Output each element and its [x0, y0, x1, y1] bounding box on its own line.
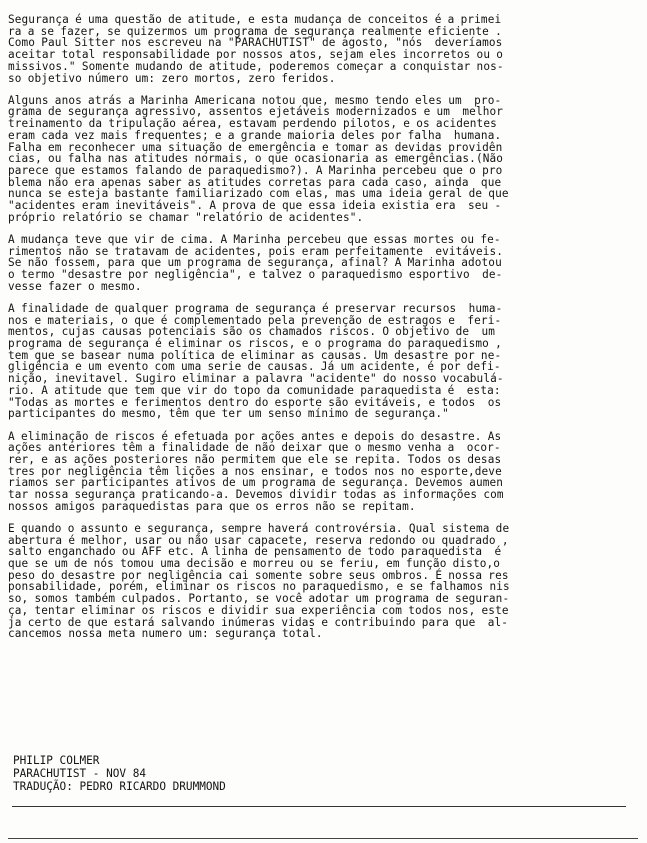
text-line: tar nossa segurança praticando-a. Devemos dividir todas as informações com — [8, 488, 504, 502]
signature-block — [13, 754, 226, 794]
text-line: salto enganchado ou AFF etc. A linha de pensamento de todo paraquedista é — [8, 545, 502, 559]
paragraph — [8, 14, 636, 84]
text-line: peso do desastre por negligência cai somente sobre seus ombros. É nossa res — [8, 568, 509, 582]
text-line: treinamento da tripulação aérea, estavam perdendo pilotos, e os acidentes — [8, 117, 497, 131]
text-line: rio. A atitude que tem que vir do topo da comunidade paraquedista é esta: — [8, 383, 501, 397]
text-line: ponsabilidade, porém, eliminar os riscos no paraquedismo, e se falhamos nis — [8, 580, 510, 594]
text-line: "Todas as mortes e ferimentos dentro do esporte são evitáveis, e todos os — [8, 395, 502, 409]
text-line: programa de segurança é eliminar os riscos, e o programa do paraquedismo , — [8, 337, 502, 351]
text-line: mentos, cujas causas potenciais são os chamados riscos. O objetivo de um — [8, 325, 496, 339]
text-line: ja certo de que estará salvando inúmeras vidas e contribuindo para que al- — [8, 615, 509, 629]
text-line: nossos amigos paraquedistas para que os erros não se repitam. — [8, 499, 416, 513]
author-name: PHILIP COLMER — [13, 754, 100, 767]
text-line: ra a se fazer, se quizermos um programa de segurança realmente eficiente . — [8, 24, 502, 38]
text-line: tres por negligência têm lições a nos ensinar, e todos nos no esporte,deve — [8, 464, 502, 478]
text-line: que se um de nós tomou uma decisão e morreu ou se feriu, em função disto,o — [8, 557, 501, 571]
text-line: nunca se esteja bastante familiarizado com elas, mas uma ideia geral de que — [8, 187, 509, 201]
text-line: A finalidade de qualquer programa de segurança é preservar recursos huma- — [8, 301, 503, 315]
text-line: participantes do mesmo, têm que ter um senso mínimo de segurança." — [8, 407, 449, 421]
text-line: cancemos nossa meta numero um: segurança total. — [8, 627, 323, 641]
text-line: parece que estamos falando de paraquedismo?). A Marinha percebeu que o pro — [8, 163, 503, 177]
text-line: Como Paul Sitter nos escreveu na "PARACHUTIST" de agosto, "nós deveríamos — [8, 36, 503, 50]
source-citation: PARACHUTIST - NOV 84 — [13, 767, 147, 781]
text-line: gligência e um evento com uma serie de causas. Já um acidente, é por defi- — [8, 360, 501, 374]
text-line: Falha em reconhecer uma situação de emergência e tomar as devidas providên — [8, 140, 503, 154]
text-line: o termo "desastre por negligência", e talvez o paraquedismo esportivo de- — [8, 268, 503, 282]
text-line: tem que se basear numa política de eliminar as causas. Um desastre por ne- — [8, 348, 502, 362]
text-line: eram cada vez mais frequentes; e a grande maioria deles por falha humana. — [8, 128, 502, 142]
text-line: cias, ou falha nas atitudes normais, o que ocasionaria as emergências.(Não — [8, 152, 504, 166]
text-line: abertura é melhor, usar ou não usar capacete, reserva redondo ou quadrado , — [8, 533, 509, 547]
text-line: missivos." Somente mudando de atitude, poderemos começar a conquistar nos- — [8, 59, 504, 73]
text-line: A mudança teve que vir de cima. A Marinha percebeu que essas mortes ou fe- — [8, 232, 501, 246]
text-line: Se não fossem, para que um programa de segurança, afinal? A Marinha adotou — [8, 256, 502, 270]
text-line: so, somos também culpados. Portanto, se você adotar um programa de seguran- — [8, 592, 510, 606]
translation-credit: TRADUÇÃO: PEDRO RICARDO DRUMMOND — [13, 780, 226, 794]
text-line: próprio relatório se chamar "relatório de acidentes". — [8, 210, 364, 224]
text-line: "acidentes eram inevitáveis". A prova de que essa ideia existia era seu - — [8, 199, 502, 213]
text-line: A eliminação de riscos é efetuada por ações antes e depois do desastre. As — [8, 429, 502, 443]
paragraph — [8, 234, 636, 293]
article-body — [8, 14, 636, 650]
text-line: Alguns anos atrás a Marinha Americana notou que, mesmo tendo eles um pro- — [8, 93, 502, 107]
text-line: rimentos não se tratavam de acidentes, pois eram perfeitamente evitáveis. — [8, 244, 504, 258]
text-line: riamos ser participantes ativos de um programa de segurança. Devemos aumen — [8, 476, 504, 490]
text-line: ações anteriores têm a finalidade de não deixar que o mesmo venha a ocor- — [8, 441, 501, 455]
text-line: rer, e as ações posteriores não permitem que ele se repita. Todos os desas — [8, 452, 502, 466]
paragraph — [8, 523, 636, 640]
paragraph — [8, 95, 636, 224]
text-line: nição, inevitavel. Sugiro eliminar a palavra "acidente" do nosso vocabulá- — [8, 372, 504, 386]
paragraph — [8, 303, 636, 420]
text-line: ça, tentar eliminar os riscos e dividir sua experiência com todos nos, este — [8, 603, 509, 617]
text-line: Segurança é uma questão de atitude, e esta mudança de conceitos é a primei — [8, 13, 502, 26]
paragraph — [8, 431, 636, 513]
text-line: grama de segurança agressivo, assentos ejetáveis modernizados e um melhor — [8, 105, 504, 119]
text-line: vesse fazer o mesmo. — [8, 279, 142, 293]
text-line: E quando o assunto e segurança, sempre haverá controvérsia. Qual sistema de — [8, 521, 510, 535]
text-line: aceitar total responsabilidade por nossos atos, sejam eles incorretos ou o — [8, 48, 504, 62]
text-line: nos e materiais, o que é complementado pela prevenção de estragos e feri- — [8, 313, 502, 327]
text-line: so objetivo número um: zero mortos, zero feridos. — [8, 71, 336, 85]
text-line: blema não era apenas saber as atitudes corretas para cada caso, ainda que — [8, 175, 502, 189]
page-bottom-rule — [8, 838, 638, 839]
footer-rule — [12, 806, 626, 807]
